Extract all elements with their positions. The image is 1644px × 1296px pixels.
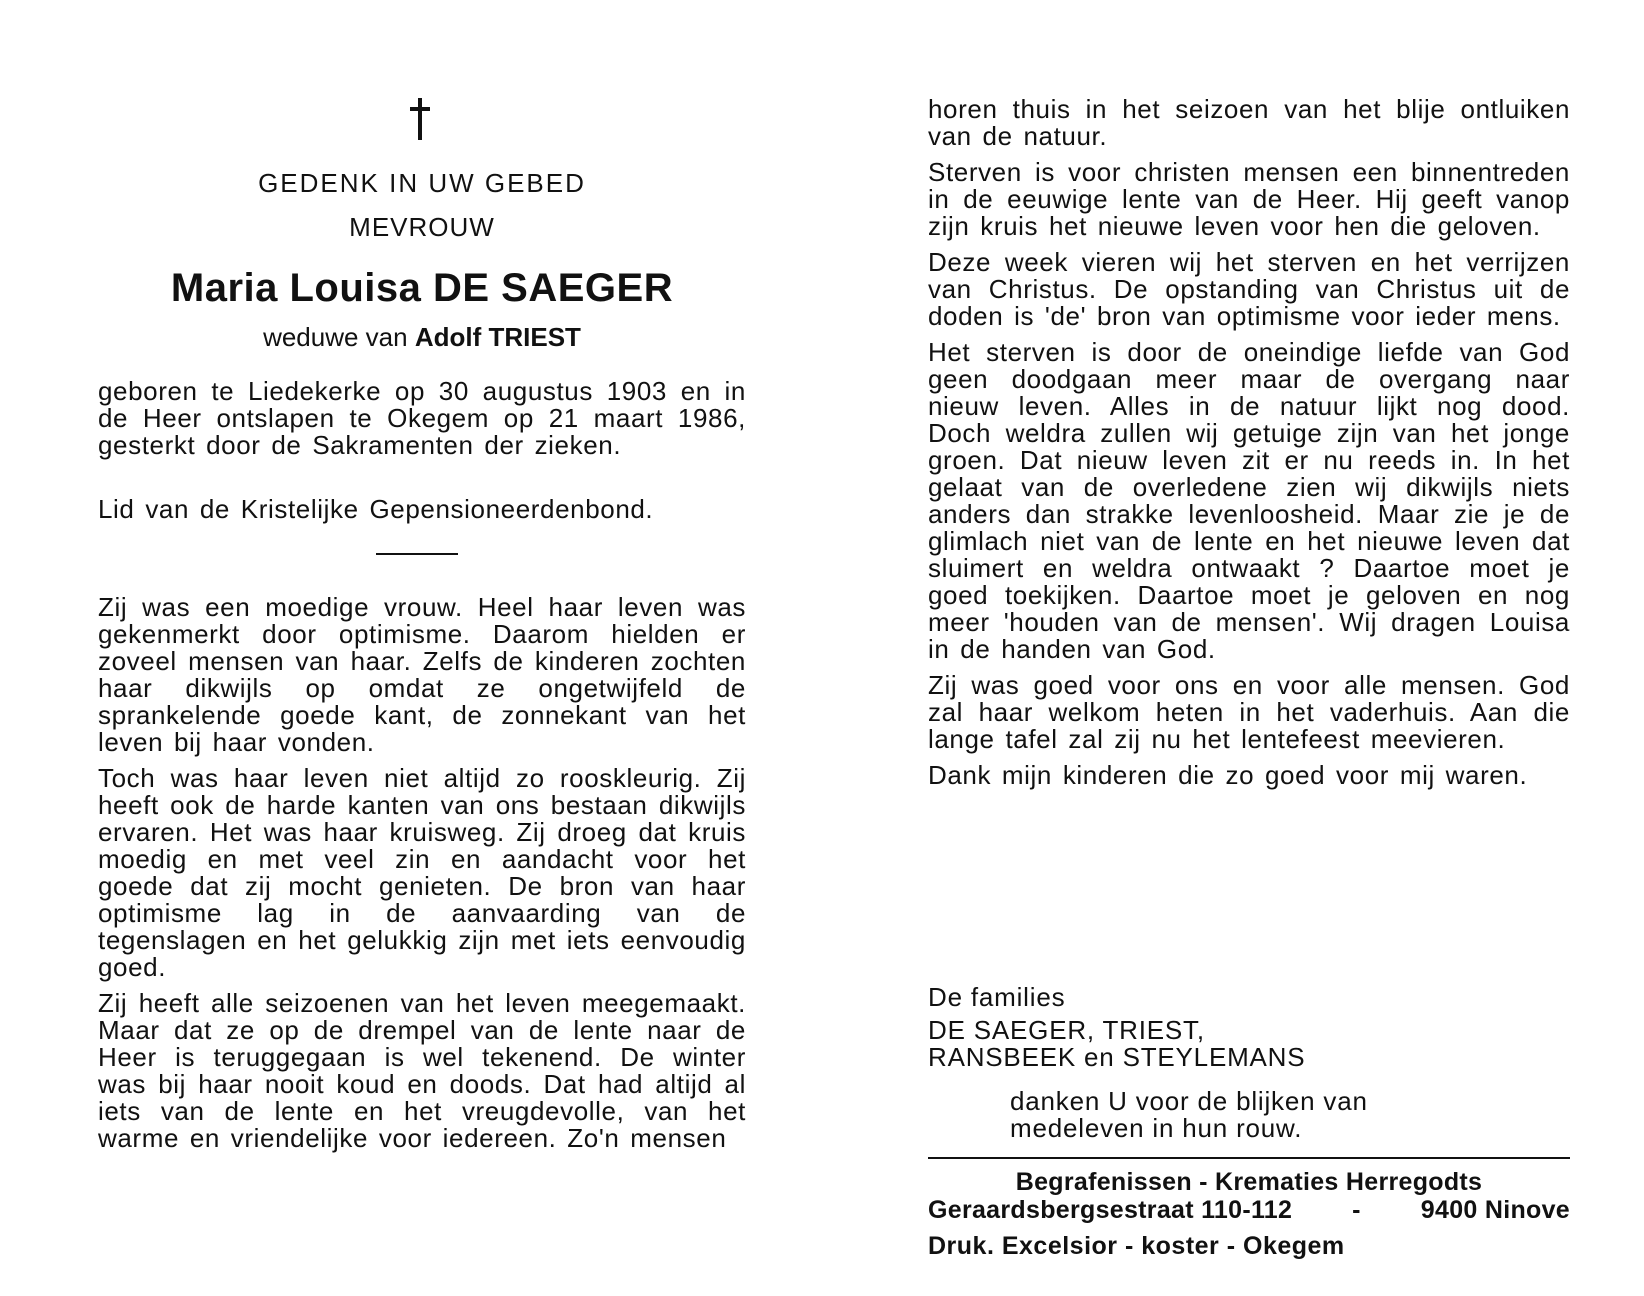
biography: geboren te Liedekerke op 30 augustus 1903 en in de Heer ontslapen te Okegem op 21 maart 1986, gesterkt door de Sakramenten der zieken. <box>98 376 746 460</box>
family-heading: De families <box>928 982 1066 1012</box>
paragraph: Toch was haar leven niet altijd zo rooskleurig. Zij heeft ook de harde kanten van ons bestaan dikwijls ervaren. Het was haar kruisweg. Zij droeg dat kruis moedig en met veel zin en aandacht voor het goede dat zij mocht genieten. De bron van haar optimisme lag in de aanvaarding van de tegenslagen en het gelukkig zijn met iets eenvoudig goed. <box>98 763 746 982</box>
spouse-name: Adolf TRIEST <box>414 322 581 352</box>
paragraph: Dank mijn kinderen die zo goed voor mij waren. <box>928 760 1528 790</box>
paragraph: Zij heeft alle seizoenen van het leven meegemaakt. Maar dat ze op de drempel van de lente naar de Heer is teruggegaan is wel tekenend. De winter was bij haar nooit koud en doods. Dat had altijd al iets van de lente en het vreugdevolle, van het warme en vriendelijke voor iedereen. Zo'n mensen <box>98 988 746 1153</box>
undertaker-city: 9400 Ninove <box>1420 1196 1570 1224</box>
undertaker-block <box>928 1168 1570 1224</box>
paragraph: Zij was goed voor ons en voor alle mensen. God zal haar welkom heten in het vaderhuis. Aan die lange tafel zal zij nu het lentefeest meevieren. <box>928 670 1570 754</box>
family-names <box>928 1017 1305 1071</box>
membership: Lid van de Kristelijke Gepensioneerdenbond. <box>98 494 654 524</box>
family-names-line: RANSBEEK en STEYLEMANS <box>928 1042 1306 1072</box>
paragraph: horen thuis in het seizoen van het blije ontluiken van de natuur. <box>928 94 1570 151</box>
undertaker-name: Begrafenissen - Krematies Herregodts <box>1015 1168 1483 1196</box>
remember-heading: GEDENK IN UW GEBED <box>258 168 586 198</box>
undertaker-address <box>928 1196 1570 1224</box>
address-separator: - <box>1352 1196 1361 1224</box>
widow-line <box>98 322 746 353</box>
family-thanks: danken U voor de blijken van medeleven in hun rouw. <box>1010 1086 1368 1143</box>
cross-icon <box>408 98 432 140</box>
paragraph: Het sterven is door de oneindige liefde van God geen doodgaan meer maar de overgang naar nieuw leven. Alles in de natuur lijkt nog dood. Doch weldra zullen wij getuige zijn van het jonge groen. Dat nieuw leven zit er nu reeds in. In het gelaat van de overledene zien wij dikwijls niets anders dan strakke levenloosheid. Maar zie je de glimlach niet van de lente en het nieuwe leven dat sluimert en weldra ontwaakt ? Daartoe moet je goed toekijken. Daartoe moet je geloven en nog meer 'houden van de mensen'. Wij dragen Louisa in de handen van God. <box>928 337 1570 664</box>
paragraph: Zij was een moedige vrouw. Heel haar leven was gekenmerkt door optimisme. Daarom hielden er zoveel mensen van haar. Zelfs de kinderen zochten haar dikwijls op omdat ze ongetwijfeld de sprankelende goede kant, de zonnekant van het leven bij haar vonden. <box>98 592 746 757</box>
deceased-name: Maria Louisa DE SAEGER <box>170 266 674 310</box>
honorific: MEVROUW <box>349 212 495 242</box>
divider <box>376 553 458 555</box>
printer-credit: Druk. Excelsior - koster - Okegem <box>928 1232 1345 1260</box>
text-left <box>98 594 746 1161</box>
text-right <box>928 96 1570 798</box>
paragraph: Sterven is voor christen mensen een binnentreden in de eeuwige lente van de Heer. Hij geeft vanop zijn kruis het nieuwe leven voor hen die geloven. <box>928 157 1570 241</box>
paragraph: Deze week vieren wij het sterven en het verrijzen van Christus. De opstanding van Christus uit de doden is 'de' bron van optimisme voor ieder mens. <box>928 247 1570 331</box>
family-names-line: DE SAEGER, TRIEST, <box>928 1015 1205 1045</box>
undertaker-street: Geraardsbergsestraat 110-112 <box>928 1196 1293 1224</box>
widow-prefix: weduwe van <box>263 322 408 352</box>
divider <box>928 1157 1570 1159</box>
